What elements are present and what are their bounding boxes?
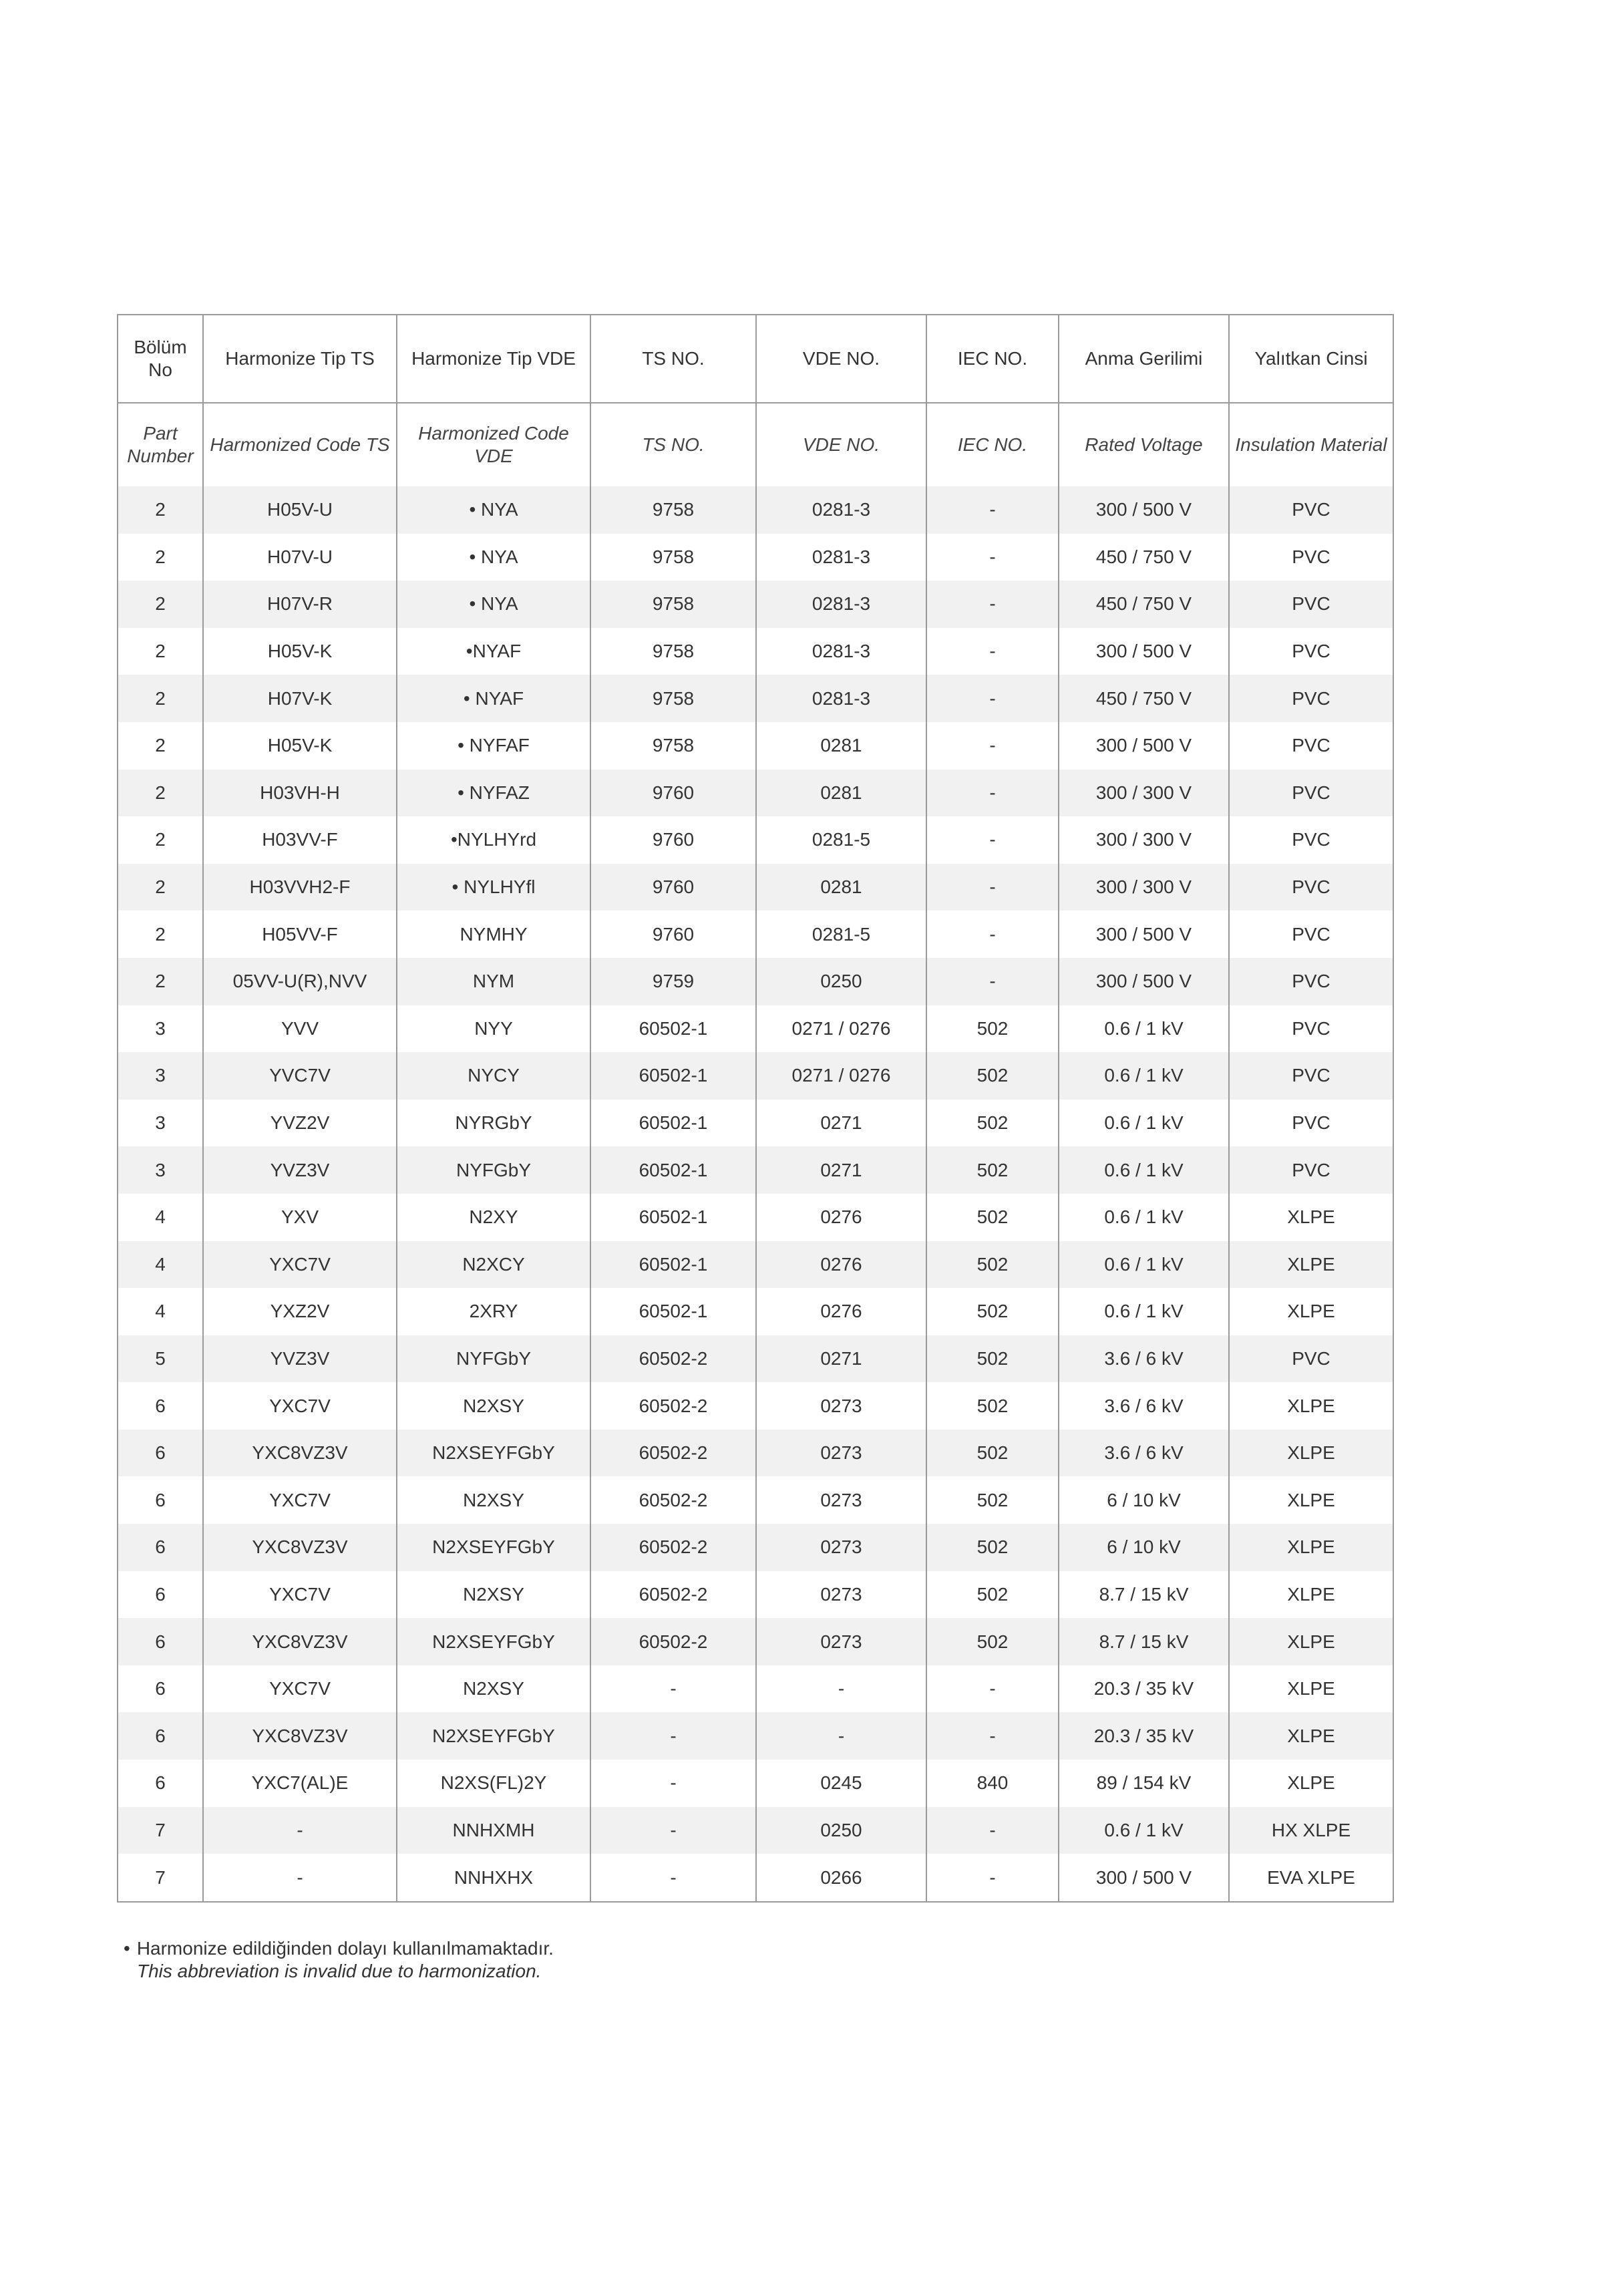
cell-harmonized-vde: • NYFAF [397,722,590,770]
cell-harmonized-ts: 05VV-U(R),NVV [203,958,397,1005]
cell-iec-no: - [926,722,1059,770]
cell-insulation: PVC [1229,911,1393,958]
cell-vde-no: 0271 [756,1335,926,1383]
cell-harmonized-ts: YXC7V [203,1665,397,1713]
cell-harmonized-vde: N2XSEYFGbY [397,1618,590,1665]
header-harmonized-ts-tr: Harmonize Tip TS [203,315,397,403]
cell-ts-no: 9759 [590,958,756,1005]
cell-insulation: XLPE [1229,1760,1393,1807]
table-body [118,315,1393,1902]
cell-harmonized-vde: NYFGbY [397,1146,590,1194]
cell-part-number: 3 [118,1005,203,1053]
cell-iec-no: - [926,628,1059,675]
cell-iec-no: - [926,534,1059,581]
table-row [118,722,1393,770]
header-vde-no-tr: VDE NO. [756,315,926,403]
cell-part-number: 6 [118,1665,203,1713]
cell-rated-voltage: 300 / 500 V [1059,958,1229,1005]
header-harmonized-vde-tr: Harmonize Tip VDE [397,315,590,403]
cell-insulation: PVC [1229,1052,1393,1100]
cell-rated-voltage: 300 / 500 V [1059,1854,1229,1902]
cell-part-number: 2 [118,628,203,675]
footnote-text-english: This abbreviation is invalid due to harmonization. [137,1961,542,1981]
cell-iec-no: - [926,958,1059,1005]
cell-vde-no: 0273 [756,1430,926,1477]
cell-ts-no: 9758 [590,486,756,534]
table-row [118,486,1393,534]
cell-iec-no: - [926,675,1059,722]
table-row [118,628,1393,675]
header-part-number-tr: Bölüm No [118,315,203,403]
cell-vde-no: - [756,1665,926,1713]
cell-harmonized-vde: NYCY [397,1052,590,1100]
cell-part-number: 6 [118,1524,203,1571]
cell-insulation: PVC [1229,958,1393,1005]
cell-insulation: XLPE [1229,1241,1393,1289]
cell-part-number: 6 [118,1618,203,1665]
cell-harmonized-vde: N2XSEYFGbY [397,1712,590,1760]
cell-part-number: 2 [118,911,203,958]
cell-rated-voltage: 300 / 300 V [1059,816,1229,864]
header-ts-no-en: TS NO. [590,403,756,486]
cell-harmonized-vde: • NYFAZ [397,770,590,817]
cell-part-number: 2 [118,675,203,722]
cell-harmonized-ts: YXC8VZ3V [203,1430,397,1477]
cell-part-number: 4 [118,1288,203,1335]
table-row [118,1712,1393,1760]
cell-harmonized-ts: H07V-U [203,534,397,581]
cell-ts-no: - [590,1807,756,1854]
cell-harmonized-ts: - [203,1854,397,1902]
header-insulation-tr: Yalıtkan Cinsi [1229,315,1393,403]
cell-rated-voltage: 300 / 300 V [1059,864,1229,911]
cell-ts-no: 60502-2 [590,1571,756,1619]
cell-harmonized-ts: H03VH-H [203,770,397,817]
cell-iec-no: - [926,486,1059,534]
cell-vde-no: 0250 [756,958,926,1005]
table-row [118,1100,1393,1147]
table-row [118,864,1393,911]
cell-iec-no: 502 [926,1571,1059,1619]
cell-harmonized-ts: H05V-U [203,486,397,534]
cable-spec-table-wrapper [117,314,1393,1903]
cell-iec-no: 502 [926,1618,1059,1665]
cell-harmonized-ts: YXC7(AL)E [203,1760,397,1807]
cell-insulation: PVC [1229,534,1393,581]
cell-iec-no: 502 [926,1100,1059,1147]
cell-iec-no: 502 [926,1005,1059,1053]
table-row [118,911,1393,958]
cell-vde-no: 0273 [756,1618,926,1665]
cell-harmonized-vde: N2XSY [397,1476,590,1524]
cell-rated-voltage: 0.6 / 1 kV [1059,1005,1229,1053]
cell-ts-no: 9758 [590,628,756,675]
cell-rated-voltage: 300 / 300 V [1059,770,1229,817]
cell-ts-no: 60502-2 [590,1524,756,1571]
cell-iec-no: 502 [926,1146,1059,1194]
cell-vde-no: 0271 / 0276 [756,1052,926,1100]
cell-iec-no: 502 [926,1382,1059,1430]
cell-vde-no: 0273 [756,1571,926,1619]
cell-rated-voltage: 3.6 / 6 kV [1059,1335,1229,1383]
cell-iec-no: - [926,1807,1059,1854]
cell-insulation: XLPE [1229,1430,1393,1477]
cell-insulation: XLPE [1229,1288,1393,1335]
cell-rated-voltage: 450 / 750 V [1059,534,1229,581]
cell-harmonized-vde: 2XRY [397,1288,590,1335]
cell-vde-no: 0281-3 [756,628,926,675]
cell-ts-no: 60502-1 [590,1146,756,1194]
cell-part-number: 7 [118,1807,203,1854]
table-row [118,675,1393,722]
cell-vde-no: 0273 [756,1524,926,1571]
cell-harmonized-ts: YXC7V [203,1241,397,1289]
cell-vde-no: 0276 [756,1194,926,1241]
table-row [118,958,1393,1005]
header-harmonized-vde-en: Harmonized Code VDE [397,403,590,486]
cell-harmonized-ts: YVZ3V [203,1335,397,1383]
cell-part-number: 5 [118,1335,203,1383]
cell-harmonized-vde: • NYLHYfl [397,864,590,911]
cell-rated-voltage: 450 / 750 V [1059,675,1229,722]
header-harmonized-ts-en: Harmonized Code TS [203,403,397,486]
cell-part-number: 2 [118,816,203,864]
table-row [118,534,1393,581]
cell-harmonized-vde: • NYA [397,534,590,581]
cell-ts-no: 60502-1 [590,1005,756,1053]
cell-harmonized-vde: N2XY [397,1194,590,1241]
cell-harmonized-ts: H03VV-F [203,816,397,864]
cell-vde-no: 0245 [756,1760,926,1807]
table-row [118,1524,1393,1571]
cell-harmonized-vde: NYMHY [397,911,590,958]
cell-harmonized-ts: H05V-K [203,628,397,675]
cell-iec-no: 502 [926,1476,1059,1524]
cell-rated-voltage: 300 / 500 V [1059,911,1229,958]
footnote-text-turkish: Harmonize edildiğinden dolayı kullanılmamaktadır. [136,1938,554,1959]
cell-harmonized-ts: YXC8VZ3V [203,1618,397,1665]
cell-rated-voltage: 300 / 500 V [1059,628,1229,675]
cell-insulation: XLPE [1229,1665,1393,1713]
header-rated-voltage-tr: Anma Gerilimi [1059,315,1229,403]
cell-ts-no: 9760 [590,816,756,864]
cell-insulation: PVC [1229,770,1393,817]
cell-harmonized-ts: YXC7V [203,1571,397,1619]
cell-insulation: XLPE [1229,1476,1393,1524]
table-row [118,770,1393,817]
cell-harmonized-ts: H07V-R [203,581,397,628]
cell-iec-no: 502 [926,1194,1059,1241]
table-row [118,1241,1393,1289]
cell-part-number: 2 [118,864,203,911]
cell-ts-no: 60502-2 [590,1335,756,1383]
table-row [118,1807,1393,1854]
cell-harmonized-vde: N2XSY [397,1571,590,1619]
cell-ts-no: 9758 [590,534,756,581]
cell-iec-no: - [926,1712,1059,1760]
cell-iec-no: - [926,864,1059,911]
table-row [118,1854,1393,1902]
cell-iec-no: 502 [926,1335,1059,1383]
cell-insulation: PVC [1229,1146,1393,1194]
cell-vde-no: 0281 [756,864,926,911]
cell-harmonized-vde: • NYA [397,581,590,628]
cell-ts-no: - [590,1854,756,1902]
cell-part-number: 3 [118,1146,203,1194]
cell-harmonized-ts: YVC7V [203,1052,397,1100]
cell-harmonized-ts: YXV [203,1194,397,1241]
cell-part-number: 3 [118,1052,203,1100]
cell-rated-voltage: 0.6 / 1 kV [1059,1146,1229,1194]
table-row [118,581,1393,628]
cell-insulation: XLPE [1229,1618,1393,1665]
cell-insulation: PVC [1229,628,1393,675]
cell-insulation: PVC [1229,816,1393,864]
cell-harmonized-vde: N2XSEYFGbY [397,1430,590,1477]
cell-rated-voltage: 0.6 / 1 kV [1059,1241,1229,1289]
cell-vde-no: 0281-5 [756,816,926,864]
cell-vde-no: 0281 [756,722,926,770]
cell-ts-no: 60502-1 [590,1241,756,1289]
cell-harmonized-ts: - [203,1807,397,1854]
cell-rated-voltage: 450 / 750 V [1059,581,1229,628]
cell-vde-no: 0271 [756,1100,926,1147]
cell-part-number: 2 [118,486,203,534]
table-row [118,1382,1393,1430]
cell-rated-voltage: 0.6 / 1 kV [1059,1052,1229,1100]
table-row [118,1005,1393,1053]
cell-part-number: 2 [118,722,203,770]
cell-rated-voltage: 300 / 500 V [1059,486,1229,534]
cell-vde-no: 0281-5 [756,911,926,958]
header-vde-no-en: VDE NO. [756,403,926,486]
cell-ts-no: - [590,1760,756,1807]
cell-part-number: 3 [118,1100,203,1147]
cell-insulation: HX XLPE [1229,1807,1393,1854]
table-row [118,1430,1393,1477]
cell-part-number: 6 [118,1430,203,1477]
cell-part-number: 6 [118,1760,203,1807]
table-row [118,1665,1393,1713]
cell-vde-no: 0281 [756,770,926,817]
header-row-turkish [118,315,1393,403]
cell-part-number: 2 [118,770,203,817]
cell-insulation: PVC [1229,1335,1393,1383]
table-row [118,1618,1393,1665]
cell-insulation: XLPE [1229,1524,1393,1571]
cell-ts-no: 60502-1 [590,1100,756,1147]
table-row [118,1052,1393,1100]
cell-iec-no: - [926,1854,1059,1902]
cell-vde-no: 0276 [756,1241,926,1289]
cell-harmonized-vde: NNHXMH [397,1807,590,1854]
cell-rated-voltage: 6 / 10 kV [1059,1524,1229,1571]
cell-insulation: EVA XLPE [1229,1854,1393,1902]
cell-rated-voltage: 3.6 / 6 kV [1059,1430,1229,1477]
cell-rated-voltage: 0.6 / 1 kV [1059,1807,1229,1854]
cell-harmonized-vde: N2XS(FL)2Y [397,1760,590,1807]
cell-ts-no: 60502-2 [590,1430,756,1477]
cell-harmonized-ts: YXC8VZ3V [203,1524,397,1571]
cell-insulation: XLPE [1229,1571,1393,1619]
header-rated-voltage-en: Rated Voltage [1059,403,1229,486]
cell-insulation: PVC [1229,675,1393,722]
cell-harmonized-ts: YVZ2V [203,1100,397,1147]
cell-ts-no: 9760 [590,770,756,817]
cell-ts-no: 60502-2 [590,1618,756,1665]
cell-harmonized-vde: NYY [397,1005,590,1053]
cell-rated-voltage: 20.3 / 35 kV [1059,1665,1229,1713]
footnote-line-turkish [124,1937,554,1960]
cell-part-number: 6 [118,1476,203,1524]
cell-vde-no: 0276 [756,1288,926,1335]
cell-insulation: PVC [1229,486,1393,534]
cell-harmonized-ts: H07V-K [203,675,397,722]
cell-ts-no: 9758 [590,581,756,628]
table-row [118,816,1393,864]
header-ts-no-tr: TS NO. [590,315,756,403]
cell-iec-no: - [926,770,1059,817]
cell-harmonized-vde: NYRGbY [397,1100,590,1147]
cell-part-number: 6 [118,1571,203,1619]
cell-harmonized-vde: N2XSY [397,1665,590,1713]
cell-rated-voltage: 300 / 500 V [1059,722,1229,770]
cell-harmonized-vde: • NYA [397,486,590,534]
cell-rated-voltage: 8.7 / 15 kV [1059,1618,1229,1665]
cell-ts-no: 60502-1 [590,1052,756,1100]
cell-iec-no: - [926,911,1059,958]
cell-harmonized-ts: H05V-K [203,722,397,770]
cell-harmonized-ts: YXC7V [203,1476,397,1524]
cell-rated-voltage: 3.6 / 6 kV [1059,1382,1229,1430]
cell-iec-no: 502 [926,1288,1059,1335]
cell-rated-voltage: 0.6 / 1 kV [1059,1288,1229,1335]
cell-iec-no: - [926,581,1059,628]
cell-insulation: PVC [1229,581,1393,628]
cell-harmonized-ts: YXZ2V [203,1288,397,1335]
cell-vde-no: 0281-3 [756,581,926,628]
cell-harmonized-ts: YXC8VZ3V [203,1712,397,1760]
cell-ts-no: 60502-1 [590,1288,756,1335]
cell-harmonized-ts: YXC7V [203,1382,397,1430]
cell-insulation: PVC [1229,722,1393,770]
cell-iec-no: 502 [926,1430,1059,1477]
cell-harmonized-vde: NYM [397,958,590,1005]
header-part-number-en: Part Number [118,403,203,486]
cell-harmonized-ts: YVV [203,1005,397,1053]
cell-harmonized-vde: • NYAF [397,675,590,722]
cell-harmonized-ts: H03VVH2-F [203,864,397,911]
cell-vde-no: - [756,1712,926,1760]
cell-iec-no: - [926,816,1059,864]
cell-harmonized-vde: •NYLHYrd [397,816,590,864]
cell-insulation: PVC [1229,1005,1393,1053]
table-row [118,1760,1393,1807]
cell-part-number: 4 [118,1241,203,1289]
cell-harmonized-ts: H05VV-F [203,911,397,958]
cell-ts-no: 60502-2 [590,1476,756,1524]
table-row [118,1476,1393,1524]
cell-ts-no: 9758 [590,675,756,722]
cell-part-number: 7 [118,1854,203,1902]
header-row-english [118,403,1393,486]
cell-iec-no: 502 [926,1524,1059,1571]
cell-harmonized-vde: •NYAF [397,628,590,675]
cell-insulation: XLPE [1229,1712,1393,1760]
cell-rated-voltage: 89 / 154 kV [1059,1760,1229,1807]
header-iec-no-tr: IEC NO. [926,315,1059,403]
cell-iec-no: 502 [926,1052,1059,1100]
cell-part-number: 2 [118,581,203,628]
cell-harmonized-vde: N2XCY [397,1241,590,1289]
cell-rated-voltage: 6 / 10 kV [1059,1476,1229,1524]
cell-vde-no: 0273 [756,1476,926,1524]
cell-rated-voltage: 0.6 / 1 kV [1059,1194,1229,1241]
cell-vde-no: 0281-3 [756,486,926,534]
cell-ts-no: 9760 [590,911,756,958]
cell-rated-voltage: 8.7 / 15 kV [1059,1571,1229,1619]
cell-vde-no: 0271 / 0276 [756,1005,926,1053]
cell-part-number: 6 [118,1712,203,1760]
cell-rated-voltage: 0.6 / 1 kV [1059,1100,1229,1147]
cell-iec-no: - [926,1665,1059,1713]
cell-harmonized-vde: NYFGbY [397,1335,590,1383]
cell-vde-no: 0266 [756,1854,926,1902]
cell-part-number: 2 [118,534,203,581]
table-row [118,1288,1393,1335]
cell-ts-no: 60502-2 [590,1382,756,1430]
cell-insulation: PVC [1229,1100,1393,1147]
cell-vde-no: 0271 [756,1146,926,1194]
cell-insulation: XLPE [1229,1382,1393,1430]
cell-harmonized-vde: N2XSEYFGbY [397,1524,590,1571]
cable-spec-table [117,314,1394,1903]
cell-ts-no: 9758 [590,722,756,770]
cell-insulation: XLPE [1229,1194,1393,1241]
cell-part-number: 4 [118,1194,203,1241]
cell-ts-no: - [590,1665,756,1713]
cell-ts-no: - [590,1712,756,1760]
cell-vde-no: 0250 [756,1807,926,1854]
cell-part-number: 6 [118,1382,203,1430]
cell-insulation: PVC [1229,864,1393,911]
cell-harmonized-ts: YVZ3V [203,1146,397,1194]
cell-vde-no: 0281-3 [756,675,926,722]
header-iec-no-en: IEC NO. [926,403,1059,486]
cell-harmonized-vde: NNHXHX [397,1854,590,1902]
table-row [118,1571,1393,1619]
cell-ts-no: 9760 [590,864,756,911]
cell-iec-no: 840 [926,1760,1059,1807]
footnote [124,1937,554,1983]
cell-vde-no: 0273 [756,1382,926,1430]
cell-harmonized-vde: N2XSY [397,1382,590,1430]
table-row [118,1146,1393,1194]
bullet-icon: • [124,1938,130,1959]
cell-vde-no: 0281-3 [756,534,926,581]
table-row [118,1194,1393,1241]
cell-iec-no: 502 [926,1241,1059,1289]
cell-rated-voltage: 20.3 / 35 kV [1059,1712,1229,1760]
cell-ts-no: 60502-1 [590,1194,756,1241]
cell-part-number: 2 [118,958,203,1005]
table-row [118,1335,1393,1383]
header-insulation-en: Insulation Material [1229,403,1393,486]
